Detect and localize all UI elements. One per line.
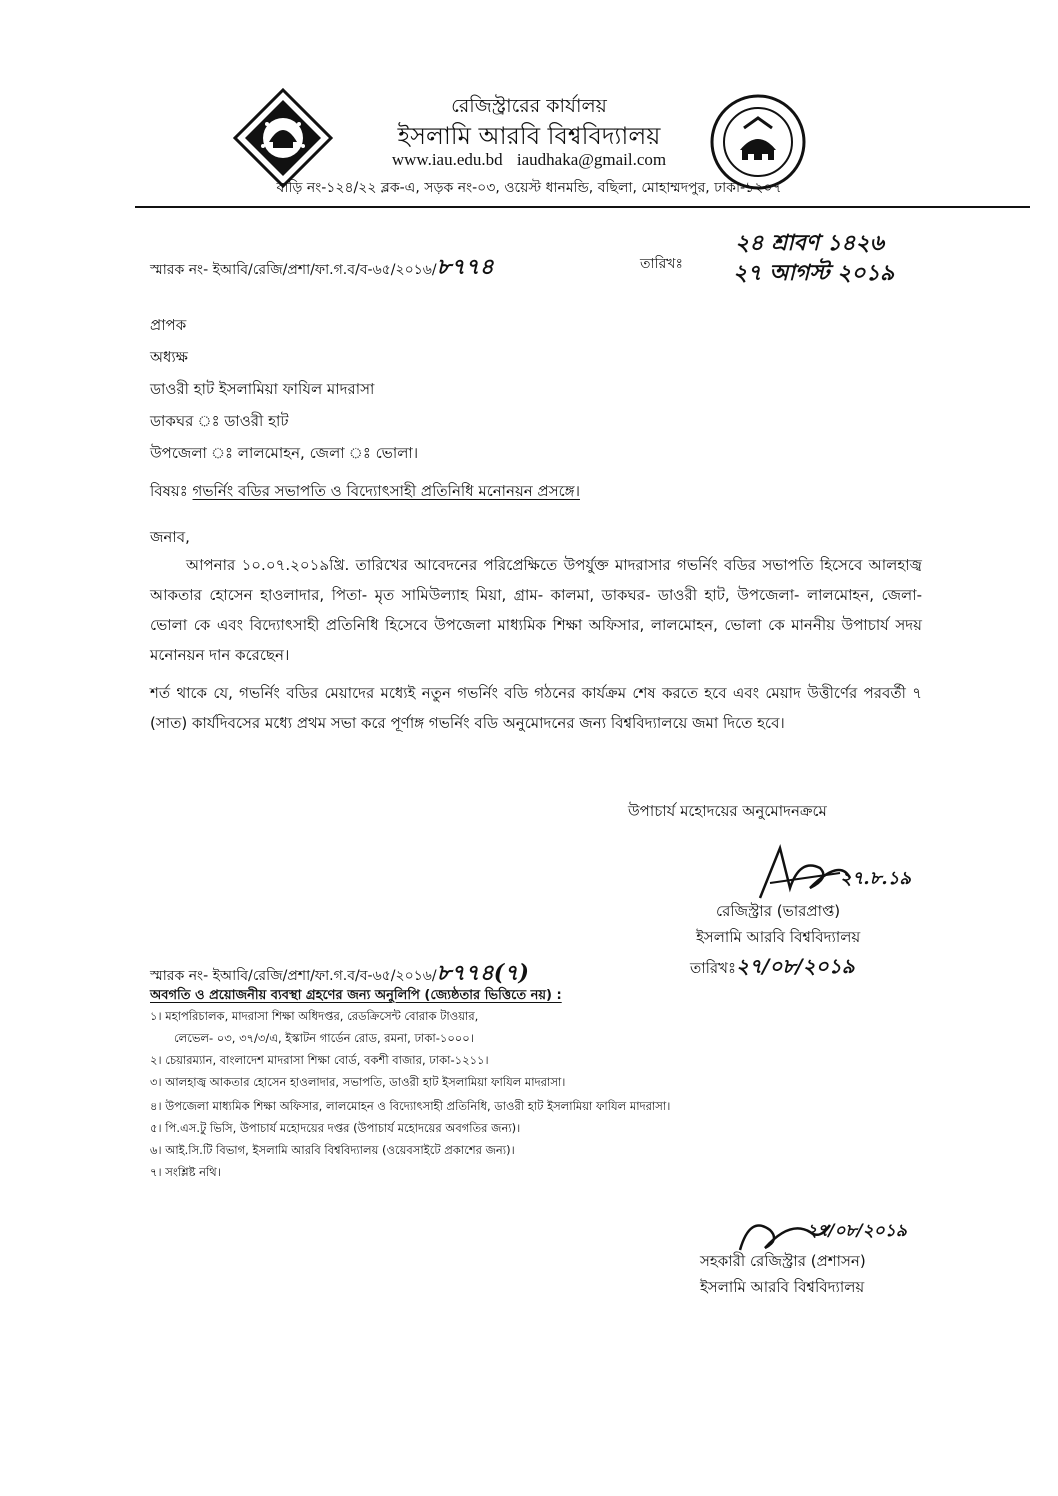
copy-item-7: ৭। সংশ্লিষ্ট নথি। (150, 1165, 221, 1179)
recipient-post-office: ডাকঘর ঃ ডাওরী হাট (150, 412, 289, 430)
body-paragraph-1 (150, 550, 922, 670)
recipient-institution: ডাওরী হাট ইসলামিয়া ফাযিল মাদরাসা (150, 380, 375, 398)
copy-item-1-cont: লেভেল- ০৩, ৩৭/৩/এ, ইস্কাটন গার্ডেন রোড, রমনা, ঢাকা-১০০০। (174, 1031, 474, 1045)
copy-date-label: তারিখঃ (690, 959, 736, 977)
copy-heading: অবগতি ও প্রয়োজনীয় ব্যবস্থা গ্রহণের জন্য অনুলিপি (জ্যেষ্ঠতার ভিত্তিতে নয়) : (150, 988, 562, 1003)
date-handwritten-bangla: ২৪ শ্রাবণ ১৪২৬ (735, 230, 884, 256)
date-label: তারিখঃ (640, 256, 683, 272)
recipient-upazila: উপজেলা ঃ লালমোহন, জেলা ঃ ভোলা। (150, 444, 419, 462)
date-handwritten-english: ২৭ আগস্ট ২০১৯ (733, 260, 895, 286)
memo-number-handwritten: ৮৭৭৪ (436, 254, 494, 280)
header-divider (135, 206, 1030, 208)
copy-memo-handwritten: ৮৭৭৪(৭) (436, 960, 529, 986)
subject-text: গভর্নিং বডির সভাপতি ও বিদ্যোৎসাহী প্রতিনিধি মনোনয়ন প্রসঙ্গে। (192, 482, 580, 500)
copy-item-1: ১। মহাপরিচালক, মাদরাসা শিক্ষা অধিদপ্তর, রেডক্রিসেন্ট বোরাক টাওয়ার, (150, 1009, 479, 1023)
copy-item-3: ৩। আলহাজ্ব আকতার হোসেন হাওলাদার, সভাপতি, ডাওরী হাট ইসলামিয়া ফাযিল মাদরাসা। (150, 1075, 566, 1089)
copy-item-2: ২। চেয়ারম্যান, বাংলাদেশ মাদরাসা শিক্ষা বোর্ড, বকশী বাজার, ঢাকা-১২১১। (150, 1053, 489, 1067)
signature-date: ২৭.৮.১৯ (840, 868, 911, 889)
copy-item-6: ৬। আই.সি.টি বিভাগ, ইসলামি আরবি বিশ্ববিদ্যালয় (ওয়েবসাইটে প্রকাশের জন্য)। (150, 1143, 515, 1157)
salutation: জনাব, (150, 528, 190, 546)
assistant-registrar-university: ইসলামি আরবি বিশ্ববিদ্যালয় (700, 1278, 865, 1296)
university-name: ইসলামি আরবি বিশ্ববিদ্যালয় (397, 122, 661, 150)
memo-label: স্মারক নং- ইআবি/রেজি/প্রশা/ফা.গ.ব/ব-৬৫/২০১৬/ (150, 262, 437, 278)
copy-date (690, 952, 855, 985)
paragraph-1-text: আপনার ১০.০৭.২০১৯খ্রি. তারিখের আবেদনের পরিপ্রেক্ষিতে উপর্যুক্ত মাদরাসার গভর্নিং বডির সভাপতি হিসেবে আলহাজ্ব আকতার হোসেন হাওলাদার, পিতা- মৃত সামিউল্যাহ মিয়া, গ্রাম- কালমা, ডাকঘর- ডাওরী হাট, উপজেলা- লালমোহন, জেলা- ভোলা কে এবং বিদ্যোৎসাহী প্রতিনিধি হিসেবে উপজেলা মাধ্যমিক শিক্ষা অফিসার, লালমোহন, ভোলা কে মাননীয় উপাচার্য সদয় মনোনয়ন দান করেছেন। (150, 556, 922, 664)
copy-item-4: ৪। উপজেলা মাধ্যমিক শিক্ষা অফিসার, লালমোহন ও বিদ্যোৎসাহী প্রতিনিধি, ডাওরী হাট ইসলামিয়া ফাযিল মাদরাসা। (150, 1099, 671, 1113)
subject-line (150, 480, 580, 505)
office-name: রেজিস্ট্রারের কার্যালয় (451, 95, 607, 117)
copy-date-handwritten: ২৭/০৮/২০১৯ (736, 954, 855, 978)
recipient-label: প্রাপক (150, 316, 187, 334)
memo-number (150, 250, 494, 287)
copy-item-5: ৫। পি.এস.টু ভিসি, উপাচার্য মহোদয়ের দপ্তর (উপাচার্য মহোদয়ের অবগতির জন্য)। (150, 1121, 521, 1135)
body-paragraph-2: শর্ত থাকে যে, গভর্নিং বডির মেয়াদের মধ্যেই নতুন গভর্নিং বডি গঠনের কার্যক্রম শেষ করতে হবে এবং মেয়াদ উত্তীর্ণের পরবর্তী ৭ (সাত) কার্যদিবসের মধ্যে প্রথম সভা করে পূর্ণাঙ্গ গভর্নিং বডি অনুমোদনের জন্য বিশ্ববিদ্যালয়ে জমা দিতে হবে। (150, 684, 922, 732)
website-link[interactable]: www.iau.edu.bd (391, 150, 503, 169)
registrar-university: ইসলামি আরবি বিশ্ববিদ্যালয় (696, 928, 861, 946)
approval-note: উপাচার্য মহোদয়ের অনুমোদনক্রমে (628, 802, 827, 820)
registrar-designation: রেজিস্ট্রার (ভারপ্রাপ্ত) (716, 902, 841, 920)
copy-memo-label: স্মারক নং- ইআবি/রেজি/প্রশা/ফা.গ.ব/ব-৬৫/২০১৬/ (150, 968, 437, 984)
signature2-date: ২৭/০৮/২০১৯ (806, 1221, 907, 1241)
assistant-registrar-designation: সহকারী রেজিস্ট্রার (প্রশাসন) (700, 1252, 866, 1270)
address: বাড়ি নং-১২৪/২২ ব্লক-এ, সড়ক নং-০৩, ওয়েস্ট ধানমন্ডি, বছিলা, মোহাম্মদপুর, ঢাকা-১২০৭ (276, 180, 782, 196)
contact-line (0, 150, 1058, 170)
email-link[interactable]: iaudhaka@gmail.com (516, 150, 667, 169)
subject-label: বিষয়ঃ (150, 482, 188, 500)
recipient-title: অধ্যক্ষ (150, 348, 188, 366)
